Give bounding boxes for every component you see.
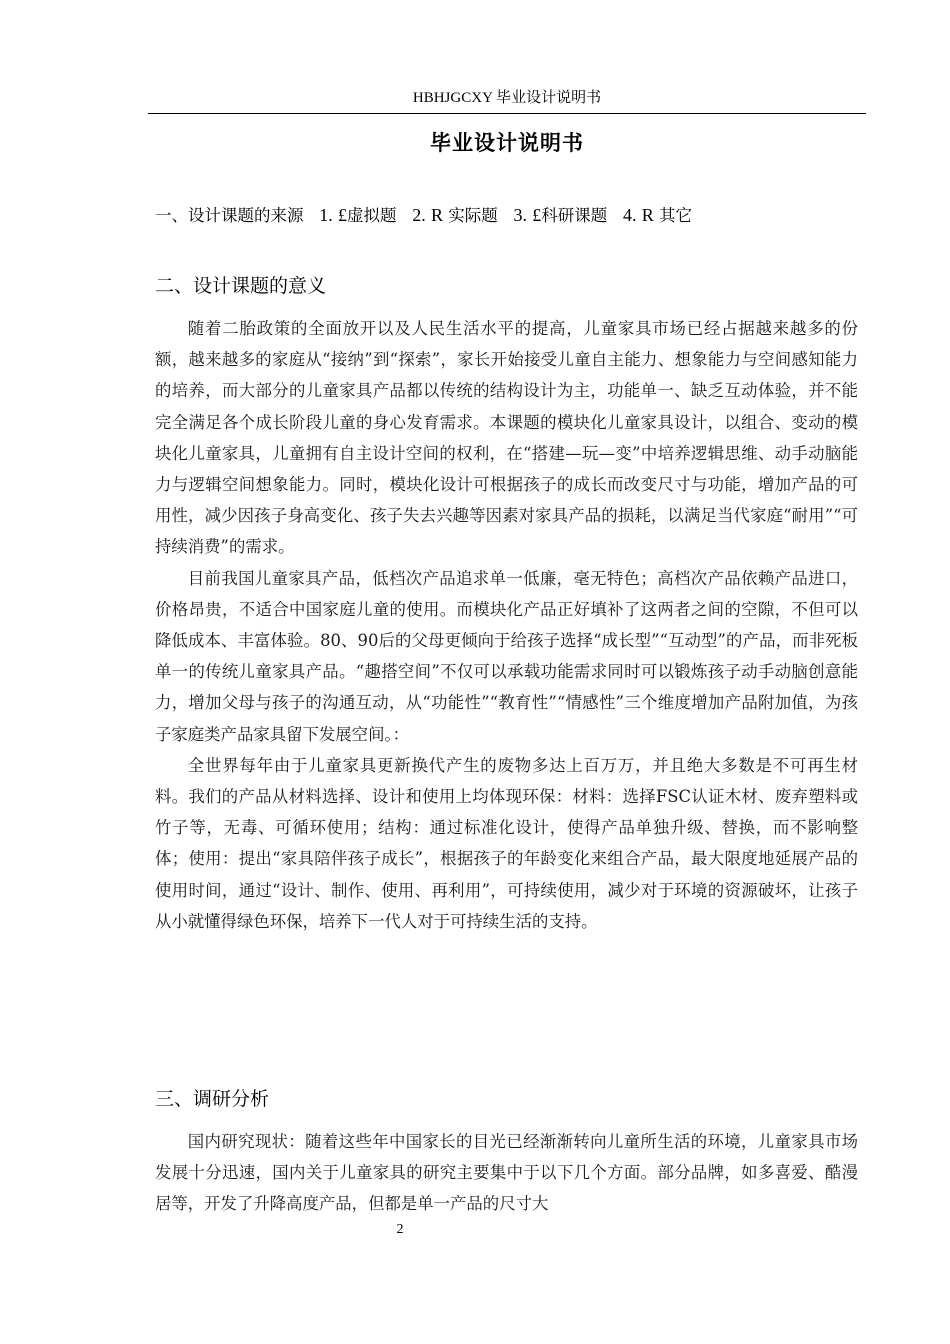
body-paragraph: 目前我国儿童家具产品，低档次产品追求单一低廉，毫无特色；高档次产品依赖产品进口，价格昂贵，不适合中国家庭儿童的使用。而模块化产品正好填补了这两者之间的空隙，不但可以降低成本、丰富体验。80、90后的父母更倾向于给孩子选择“成长型”“互动型”的产品，而非死板单一的传统儿童家具产品。“趣搭空间”不仅可以承载功能需求同时可以锻炼孩子动手动脑创意能力，增加父母与孩子的沟通互动，从“功能性”“教育性”“情感性”三个维度增加产品附加值，为孩子家庭类产品家具留下发展空间。：	[155, 568, 858, 744]
option-label: 实际题	[448, 206, 498, 225]
option-label: 虚拟题	[347, 206, 397, 225]
section-heading-significance: 二、设计课题的意义	[155, 275, 327, 297]
option-mark: R	[641, 205, 654, 225]
topic-source-option-3	[503, 206, 613, 225]
option-number: 1.	[319, 205, 333, 225]
page-header: HBHJGCXY 毕业设计说明书	[412, 90, 602, 106]
document-title: 毕业设计说明书	[430, 131, 584, 155]
option-number: 3.	[513, 205, 528, 225]
header-rule	[148, 113, 866, 114]
topic-source-option-2	[402, 206, 503, 225]
option-mark: R	[431, 205, 444, 225]
option-mark: £	[338, 205, 347, 225]
body-paragraph: 全世界每年由于儿童家具更新换代产生的废物多达上百万万，并且绝大多数是不可再生材料。我们的产品从材料选择、设计和使用上均体现环保：材料：选择FSC认证木材、废弃塑料或竹子等，无毒、可循环使用；结构：通过标准化设计，使得产品单独升级、替换，而不影响整体；使用：提出“家具陪伴孩子成长”，根据孩子的年龄变化来组合产品，最大限度地延展产品的使用时间，通过“设计、制作、使用、再利用”，可持续使用，减少对于环境的资源破坏，让孩子从小就懂得绿色环保，培养下一代人对于可持续生活的支持。	[155, 755, 858, 931]
body-paragraph: 国内研究现状：随着这些年中国家长的目光已经渐渐转向儿童所生活的环境，儿童家具市场发展十分迅速，国内关于儿童家具的研究主要集中于以下几个方面。部分品牌，如多喜爱、酷漫居等，开发了升降高度产品，但都是单一产品的尺寸大	[155, 1132, 858, 1214]
option-label: 科研课题	[541, 206, 608, 225]
topic-source-option-4	[613, 206, 693, 225]
section-heading-research: 三、调研分析	[155, 1088, 270, 1110]
section-body-significance	[155, 313, 858, 937]
topic-source-label: 一、设计课题的来源	[155, 206, 304, 225]
option-number: 2.	[412, 205, 426, 225]
option-mark: £	[532, 205, 542, 225]
option-number: 4.	[623, 205, 637, 225]
body-paragraph: 随着二胎政策的全面放开以及人民生活水平的提高，儿童家具市场已经占据越来越多的份额，越来越多的家庭从“接纳”到“探索”，家长开始接受儿童自主能力、想象能力与空间感知能力的培养，而大部分的儿童家具产品都以传统的结构设计为主，功能单一、缺乏互动体验，并不能完全满足各个成长阶段儿童的身心发育需求。本课题的模块化儿童家具设计，以组合、变动的模块化儿童家具，儿童拥有自主设计空间的权利，在“搭建—玩—变”中培养逻辑思维、动手动脑能力与逻辑空间想象能力。同时，模块化设计可根据孩子的成长而改变尺寸与功能，增加产品的可用性，减少因孩子身高变化、孩子失去兴趣等因素对家具产品的损耗，以满足当代家庭“耐用”“可持续消费”的需求。	[155, 319, 858, 557]
option-label: 其它	[659, 206, 693, 225]
topic-source-option-1	[309, 206, 402, 225]
section-body-research	[155, 1126, 858, 1222]
page-number: 2	[396, 1222, 404, 1237]
topic-source-line	[155, 202, 866, 229]
